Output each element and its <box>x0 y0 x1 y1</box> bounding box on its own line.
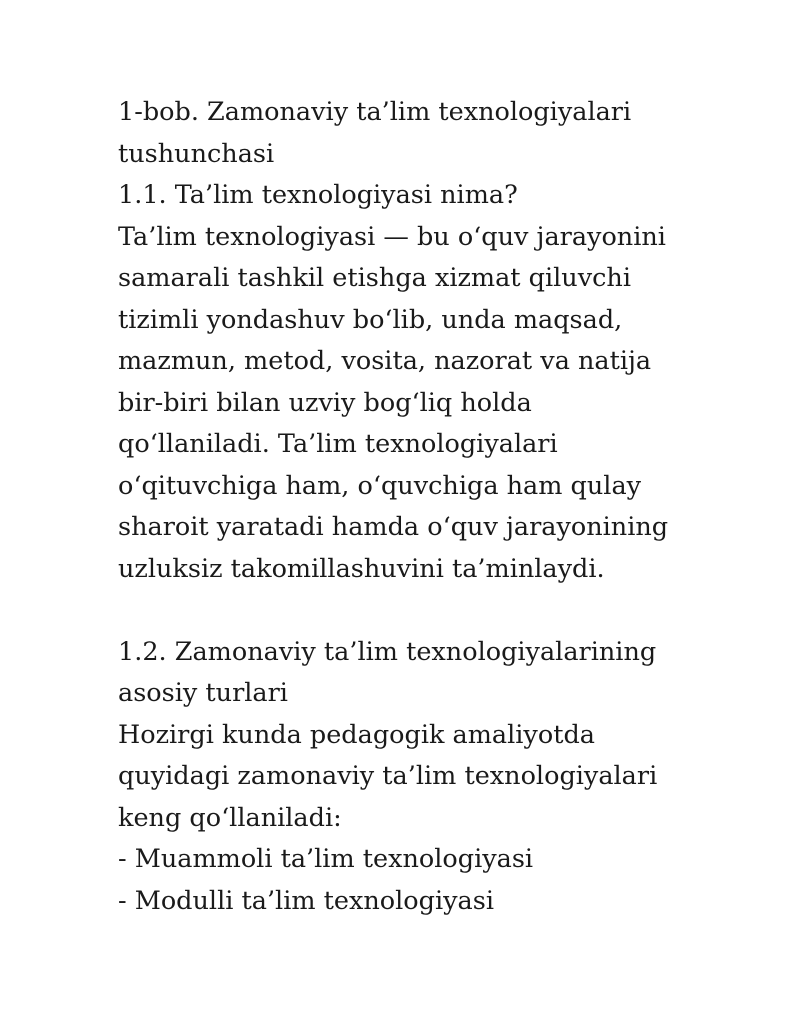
paragraph-line: bir-biri bilan uzviy bog‘liq holda <box>118 387 532 418</box>
blank-line <box>118 590 718 632</box>
chapter-title <box>118 92 718 175</box>
section-2-heading-line: asosiy turlari <box>118 678 288 708</box>
list-item: - Muammoli ta’lim texnologiyasi <box>118 844 534 874</box>
section-2-intro <box>118 715 718 840</box>
technology-list <box>118 839 718 922</box>
paragraph-line: mazmun, metod, vosita, nazorat va natija <box>118 346 652 376</box>
section-2-heading-line: 1.2. Zamonaviy ta’lim texnologiyalarining <box>118 636 657 667</box>
intro-line: quyidagi zamonaviy ta’lim texnologiyalari <box>118 761 658 791</box>
paragraph-line: qo‘llaniladi. Ta’lim texnologiyalari <box>118 429 558 459</box>
intro-line: keng qo‘llaniladi: <box>118 802 342 833</box>
section-1-heading: 1.1. Ta’lim texnologiyasi nima? <box>118 180 518 210</box>
paragraph-line: Ta’lim texnologiyasi — bu o‘quv jarayonini <box>118 221 666 252</box>
section-2 <box>118 632 718 923</box>
section-1-paragraph <box>118 217 718 591</box>
chapter-title-line: 1-bob. Zamonaviy ta’lim texnologiyalari <box>118 97 632 127</box>
list-item: - Modulli ta’lim texnologiyasi <box>118 885 494 916</box>
paragraph-line: samarali tashkil etishga xizmat qiluvchi <box>118 263 631 293</box>
chapter-title-line: tushunchasi <box>118 138 275 169</box>
section-1 <box>118 175 718 590</box>
paragraph-line: uzluksiz takomillashuvini ta’minlaydi. <box>118 553 605 584</box>
section-2-heading <box>118 632 718 715</box>
document-body <box>118 92 718 922</box>
paragraph-line: o‘qituvchiga ham, o‘quvchiga ham qulay <box>118 470 642 501</box>
intro-line: Hozirgi kunda pedagogik amaliyotda <box>118 719 595 750</box>
paragraph-line: tizimli yondashuv bo‘lib, unda maqsad, <box>118 304 623 335</box>
paragraph-line: sharoit yaratadi hamda o‘quv jarayonining <box>118 512 669 542</box>
